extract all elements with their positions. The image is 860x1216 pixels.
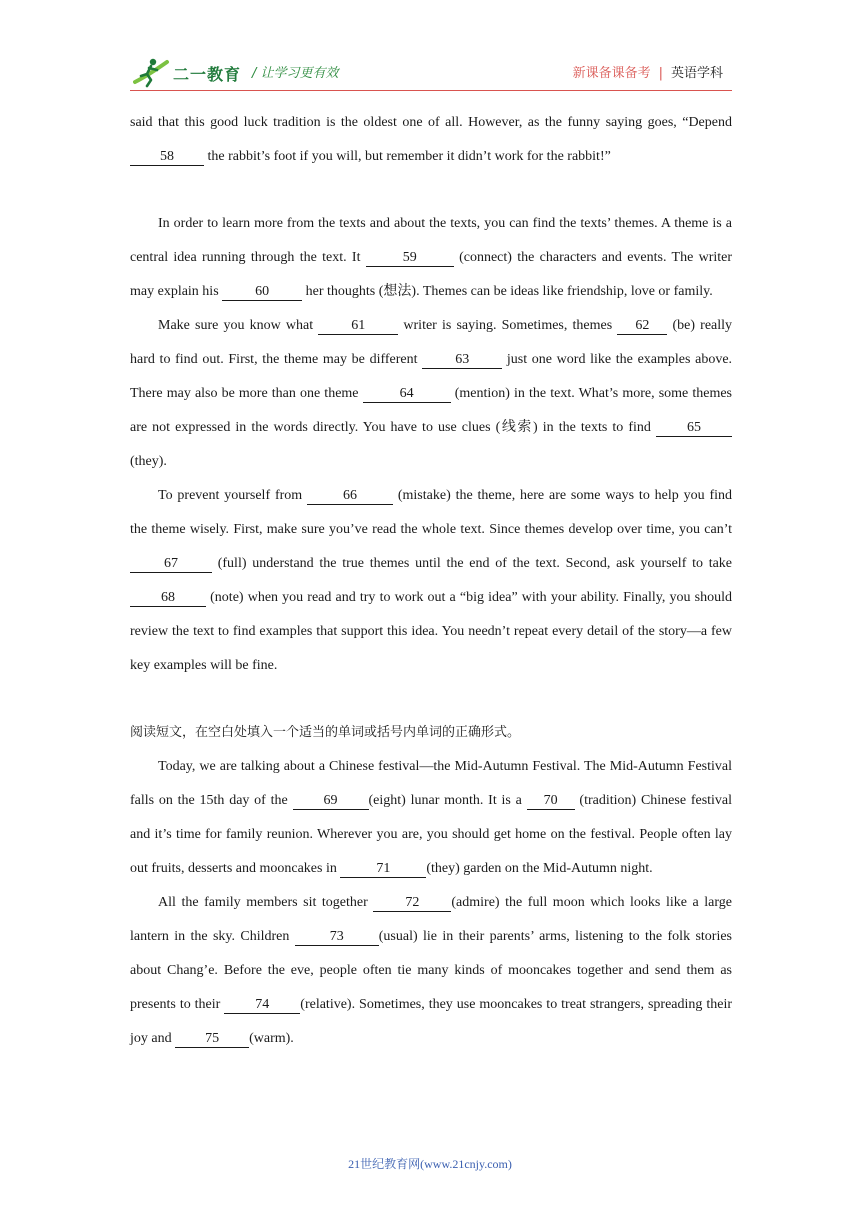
text: (tradition) Chinese festival and it’s time for family reunion. Wherever you are, you should get home on the festival. People often lay out fruits, desserts and mooncakes in — [130, 793, 733, 876]
blank-64[interactable]: 64 — [363, 386, 451, 403]
text: Today, we are talking about a Chinese festival—the Mid-Autumn Festival. The Mid-Autumn Festival falls on the 15th day of the — [130, 759, 732, 808]
header-right — [573, 62, 723, 81]
blank-62[interactable]: 62 — [617, 318, 667, 335]
blank-65[interactable]: 65 — [656, 420, 732, 437]
text: (they) garden on the Mid-Autumn night. — [426, 861, 653, 876]
text: (connect) the characters and events. The writer may explain his — [130, 250, 733, 299]
running-person-logo-icon — [133, 56, 173, 90]
text: (admire) the full moon which looks like a large lantern in the sky. Children — [130, 895, 733, 944]
blank-70[interactable]: 70 — [527, 793, 575, 810]
text: (note) when you read and try to work out a “big idea” with your ability. Finally, you should review the text to find examples that support this idea. You needn’t repeat every detail of the story—a few key examples will be fine. — [130, 590, 732, 673]
paragraph — [130, 106, 732, 174]
brand-logo[interactable] — [133, 56, 251, 90]
text: To prevent yourself from — [158, 488, 303, 503]
document-body — [130, 106, 732, 1056]
blank-74[interactable]: 74 — [224, 997, 300, 1014]
text: writer is saying. Sometimes, themes — [403, 318, 613, 333]
blank-75[interactable]: 75 — [175, 1031, 249, 1048]
header-subject: 英语学科 — [670, 66, 723, 81]
text: Make sure you know what — [158, 318, 314, 333]
blank-63[interactable]: 63 — [422, 352, 502, 369]
text: the rabbit’s foot if you will, but remember it didn’t work for the rabbit!” — [207, 149, 611, 164]
paragraph — [130, 479, 732, 683]
page-header — [0, 0, 860, 100]
header-divider — [130, 90, 732, 91]
text: (they). — [130, 454, 167, 469]
blank-67[interactable]: 67 — [130, 556, 212, 573]
blank-59[interactable]: 59 — [366, 250, 454, 267]
instruction: 阅读短文，在空白处填入一个适当的单词或括号内单词的正确形式。 — [130, 725, 521, 740]
header-subtitle: 新课备课备考 — [572, 66, 651, 81]
text: All the family members sit together — [158, 895, 368, 910]
text: (be) really hard to find out. First, the theme may be different — [130, 318, 733, 367]
text: (full) understand the true themes until the end of the text. Second, ask yourself to take — [217, 556, 733, 571]
text: (usual) lie in their parents’ arms, listening to the folk stories about Chang’e. Before the eve, people often tie many kinds of mooncakes together and send them as presents to their — [130, 929, 732, 1012]
text: (mistake) the theme, here are some ways to help you find the theme wisely. First, make sure you’ve read the whole text. Since themes develop over time, you can’t — [130, 488, 732, 537]
blank-73[interactable]: 73 — [295, 929, 379, 946]
blank-71[interactable]: 71 — [340, 861, 426, 878]
spacer — [130, 174, 732, 207]
text: (relative). Sometimes, they use mooncakes to treat strangers, spreading their joy and — [130, 997, 732, 1046]
text: In order to learn more from the texts and about the texts, you can find the texts’ themes. A theme is a central idea running through the text. It — [130, 216, 732, 265]
text: (mention) in the text. What’s more, some themes are not expressed in the words directly. You have to use clues (线索) in the texts to find — [130, 386, 733, 435]
spacer — [130, 683, 732, 716]
header-separator: | — [658, 66, 663, 81]
paragraph — [130, 750, 732, 886]
blank-72[interactable]: 72 — [373, 895, 451, 912]
blank-68[interactable]: 68 — [130, 590, 206, 607]
text: (eight) lunar month. It is a — [368, 793, 522, 808]
page-footer[interactable]: 21世纪教育网(www.21cnjy.com) — [348, 1157, 512, 1171]
blank-60[interactable]: 60 — [222, 284, 302, 301]
blank-58[interactable]: 58 — [130, 149, 204, 166]
blank-69[interactable]: 69 — [293, 793, 369, 810]
text: said that this good luck tradition is the oldest one of all. However, as the funny saying goes, “Depend — [130, 115, 732, 130]
blank-61[interactable]: 61 — [318, 318, 398, 335]
paragraph — [130, 886, 732, 1056]
paragraph — [130, 309, 732, 479]
slogan: / 让学习更有效 — [252, 66, 339, 81]
blank-66[interactable]: 66 — [307, 488, 393, 505]
logo-text: 二一教育 — [173, 65, 242, 84]
text: just one word like the examples above. There may also be more than one theme — [130, 352, 733, 401]
text: (warm). — [249, 1031, 294, 1046]
paragraph — [130, 207, 732, 309]
text: her thoughts (想法). Themes can be ideas like friendship, love or family. — [305, 284, 713, 299]
